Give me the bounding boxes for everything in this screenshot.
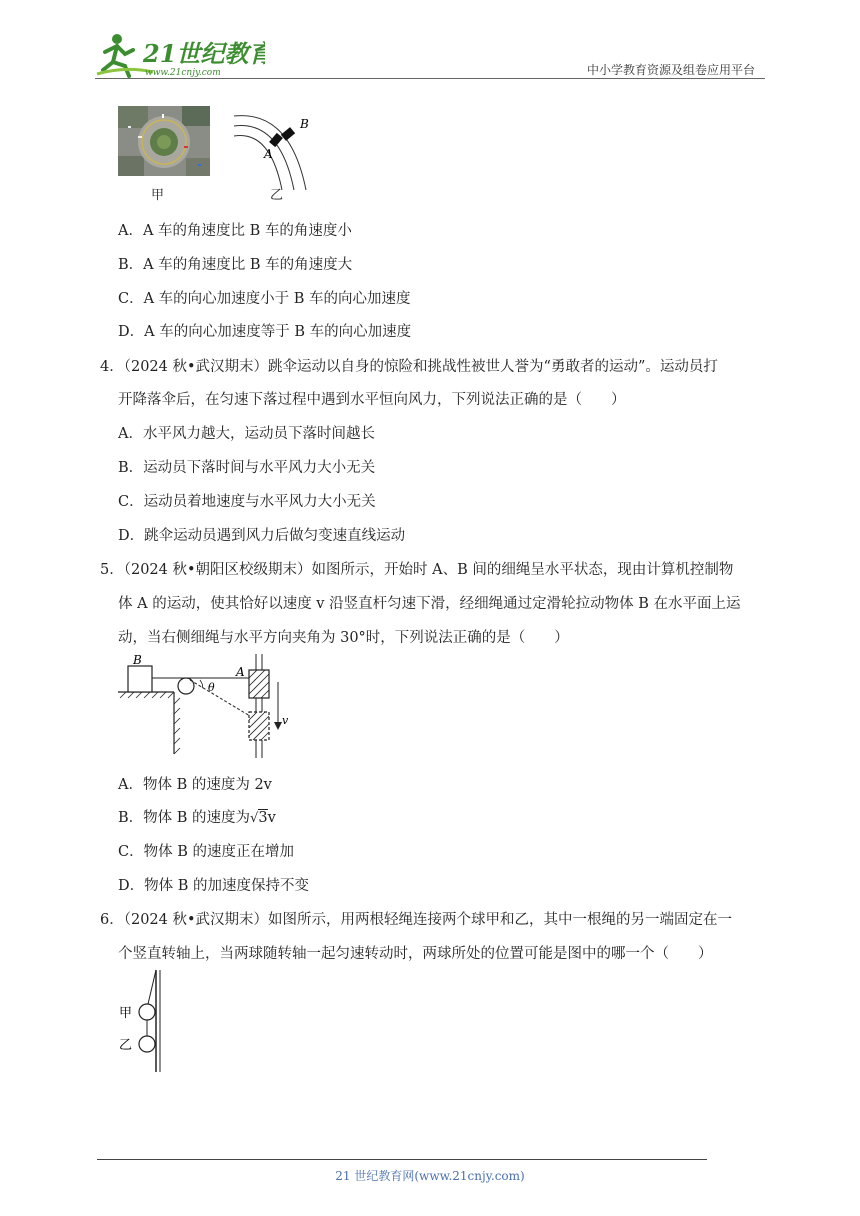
block-a-label: A bbox=[236, 665, 245, 679]
figure-label-jia: 甲 bbox=[151, 188, 165, 203]
q5-option-a: A．物体 B 的速度为 2v bbox=[118, 777, 272, 793]
figure-label-yi: 乙 bbox=[270, 188, 284, 203]
q4-stem-line-1: 4．（2024 秋•武汉期末）跳伞运动以自身的惊险和挑战性被世人誉为“勇敢者的运动”。运动员打 bbox=[100, 359, 718, 375]
logo-url: www.21cnjy.com bbox=[145, 68, 221, 78]
q6-stem-line-1: 6．（2024 秋•武汉期末）如图所示，用两根轻绳连接两个球甲和乙，其中一根绳的另一端固定在一 bbox=[100, 912, 733, 928]
header-divider bbox=[95, 78, 765, 79]
q6-stem-line-2: 个竖直转轴上，当两球随转轴一起匀速转动时，两球所处的位置可能是图中的哪一个（ ） bbox=[118, 946, 713, 962]
q5-stem-line-1: 5．（2024 秋•朝阳区校级期末）如图所示，开始时 A、B 间的细绳呈水平状态，现由计算机控制物 bbox=[100, 562, 734, 578]
q5-option-b: B．物体 B 的速度为√3v bbox=[118, 810, 276, 826]
q5-option-c: C．物体 B 的速度正在增加 bbox=[118, 844, 294, 860]
q4-option-b: B．运动员下落时间与水平风力大小无关 bbox=[118, 460, 376, 476]
q4-option-d: D．跳伞运动员遇到风力后做匀变速直线运动 bbox=[118, 528, 406, 544]
site-logo bbox=[95, 30, 265, 80]
rotating-balls-diagram bbox=[118, 968, 168, 1074]
q5-stem-line-2: 体 A 的运动，使其恰好以速度 v 沿竖直杆匀速下滑，经细绳通过定滑轮拉动物体 B 在水平面上运 bbox=[118, 596, 741, 612]
roundabout-photo bbox=[118, 106, 210, 176]
q5-option-b-radicand: 3 bbox=[258, 810, 268, 826]
car-a-label: A bbox=[264, 147, 273, 161]
q4-stem-line-2: 开降落伞后，在匀速下落过程中遇到水平恒向风力，下列说法正确的是（ ） bbox=[118, 392, 626, 408]
car-b-label: B bbox=[300, 117, 309, 131]
logo-text: 21世纪教育 bbox=[143, 39, 265, 68]
block-b-label: B bbox=[133, 654, 142, 667]
footer-divider bbox=[97, 1159, 707, 1160]
q4-option-c: C．运动员着地速度与水平风力大小无关 bbox=[118, 494, 376, 510]
q5-option-b-suffix: v bbox=[267, 810, 276, 826]
q3-option-d: D．A 车的向心加速度等于 B 车的向心加速度 bbox=[118, 324, 412, 340]
velocity-label: v bbox=[282, 714, 289, 727]
pulley-diagram bbox=[118, 654, 293, 758]
logo-graphic bbox=[95, 30, 265, 80]
footer-site-text: 21 世纪教育网(www.21cnjy.com) bbox=[335, 1169, 525, 1183]
ball-yi-label: 乙 bbox=[119, 1038, 133, 1053]
header-platform-text: 中小学教育资源及组卷应用平台 bbox=[586, 63, 755, 77]
q3-option-a: A．A 车的角速度比 B 车的角速度小 bbox=[118, 223, 352, 239]
q5-option-b-text: B．物体 B 的速度为 bbox=[118, 810, 251, 826]
angle-theta-label: θ bbox=[208, 681, 215, 694]
q5-option-d: D．物体 B 的加速度保持不变 bbox=[118, 878, 309, 894]
ball-jia-label: 甲 bbox=[119, 1006, 133, 1021]
q4-option-a: A．水平风力越大，运动员下落时间越长 bbox=[118, 426, 375, 442]
q3-option-b: B．A 车的角速度比 B 车的角速度大 bbox=[118, 257, 353, 273]
q3-option-c: C．A 车的向心加速度小于 B 车的向心加速度 bbox=[118, 291, 411, 307]
q5-stem-line-3: 动，当右侧细绳与水平方向夹角为 30°时，下列说法正确的是（ ） bbox=[118, 630, 569, 646]
